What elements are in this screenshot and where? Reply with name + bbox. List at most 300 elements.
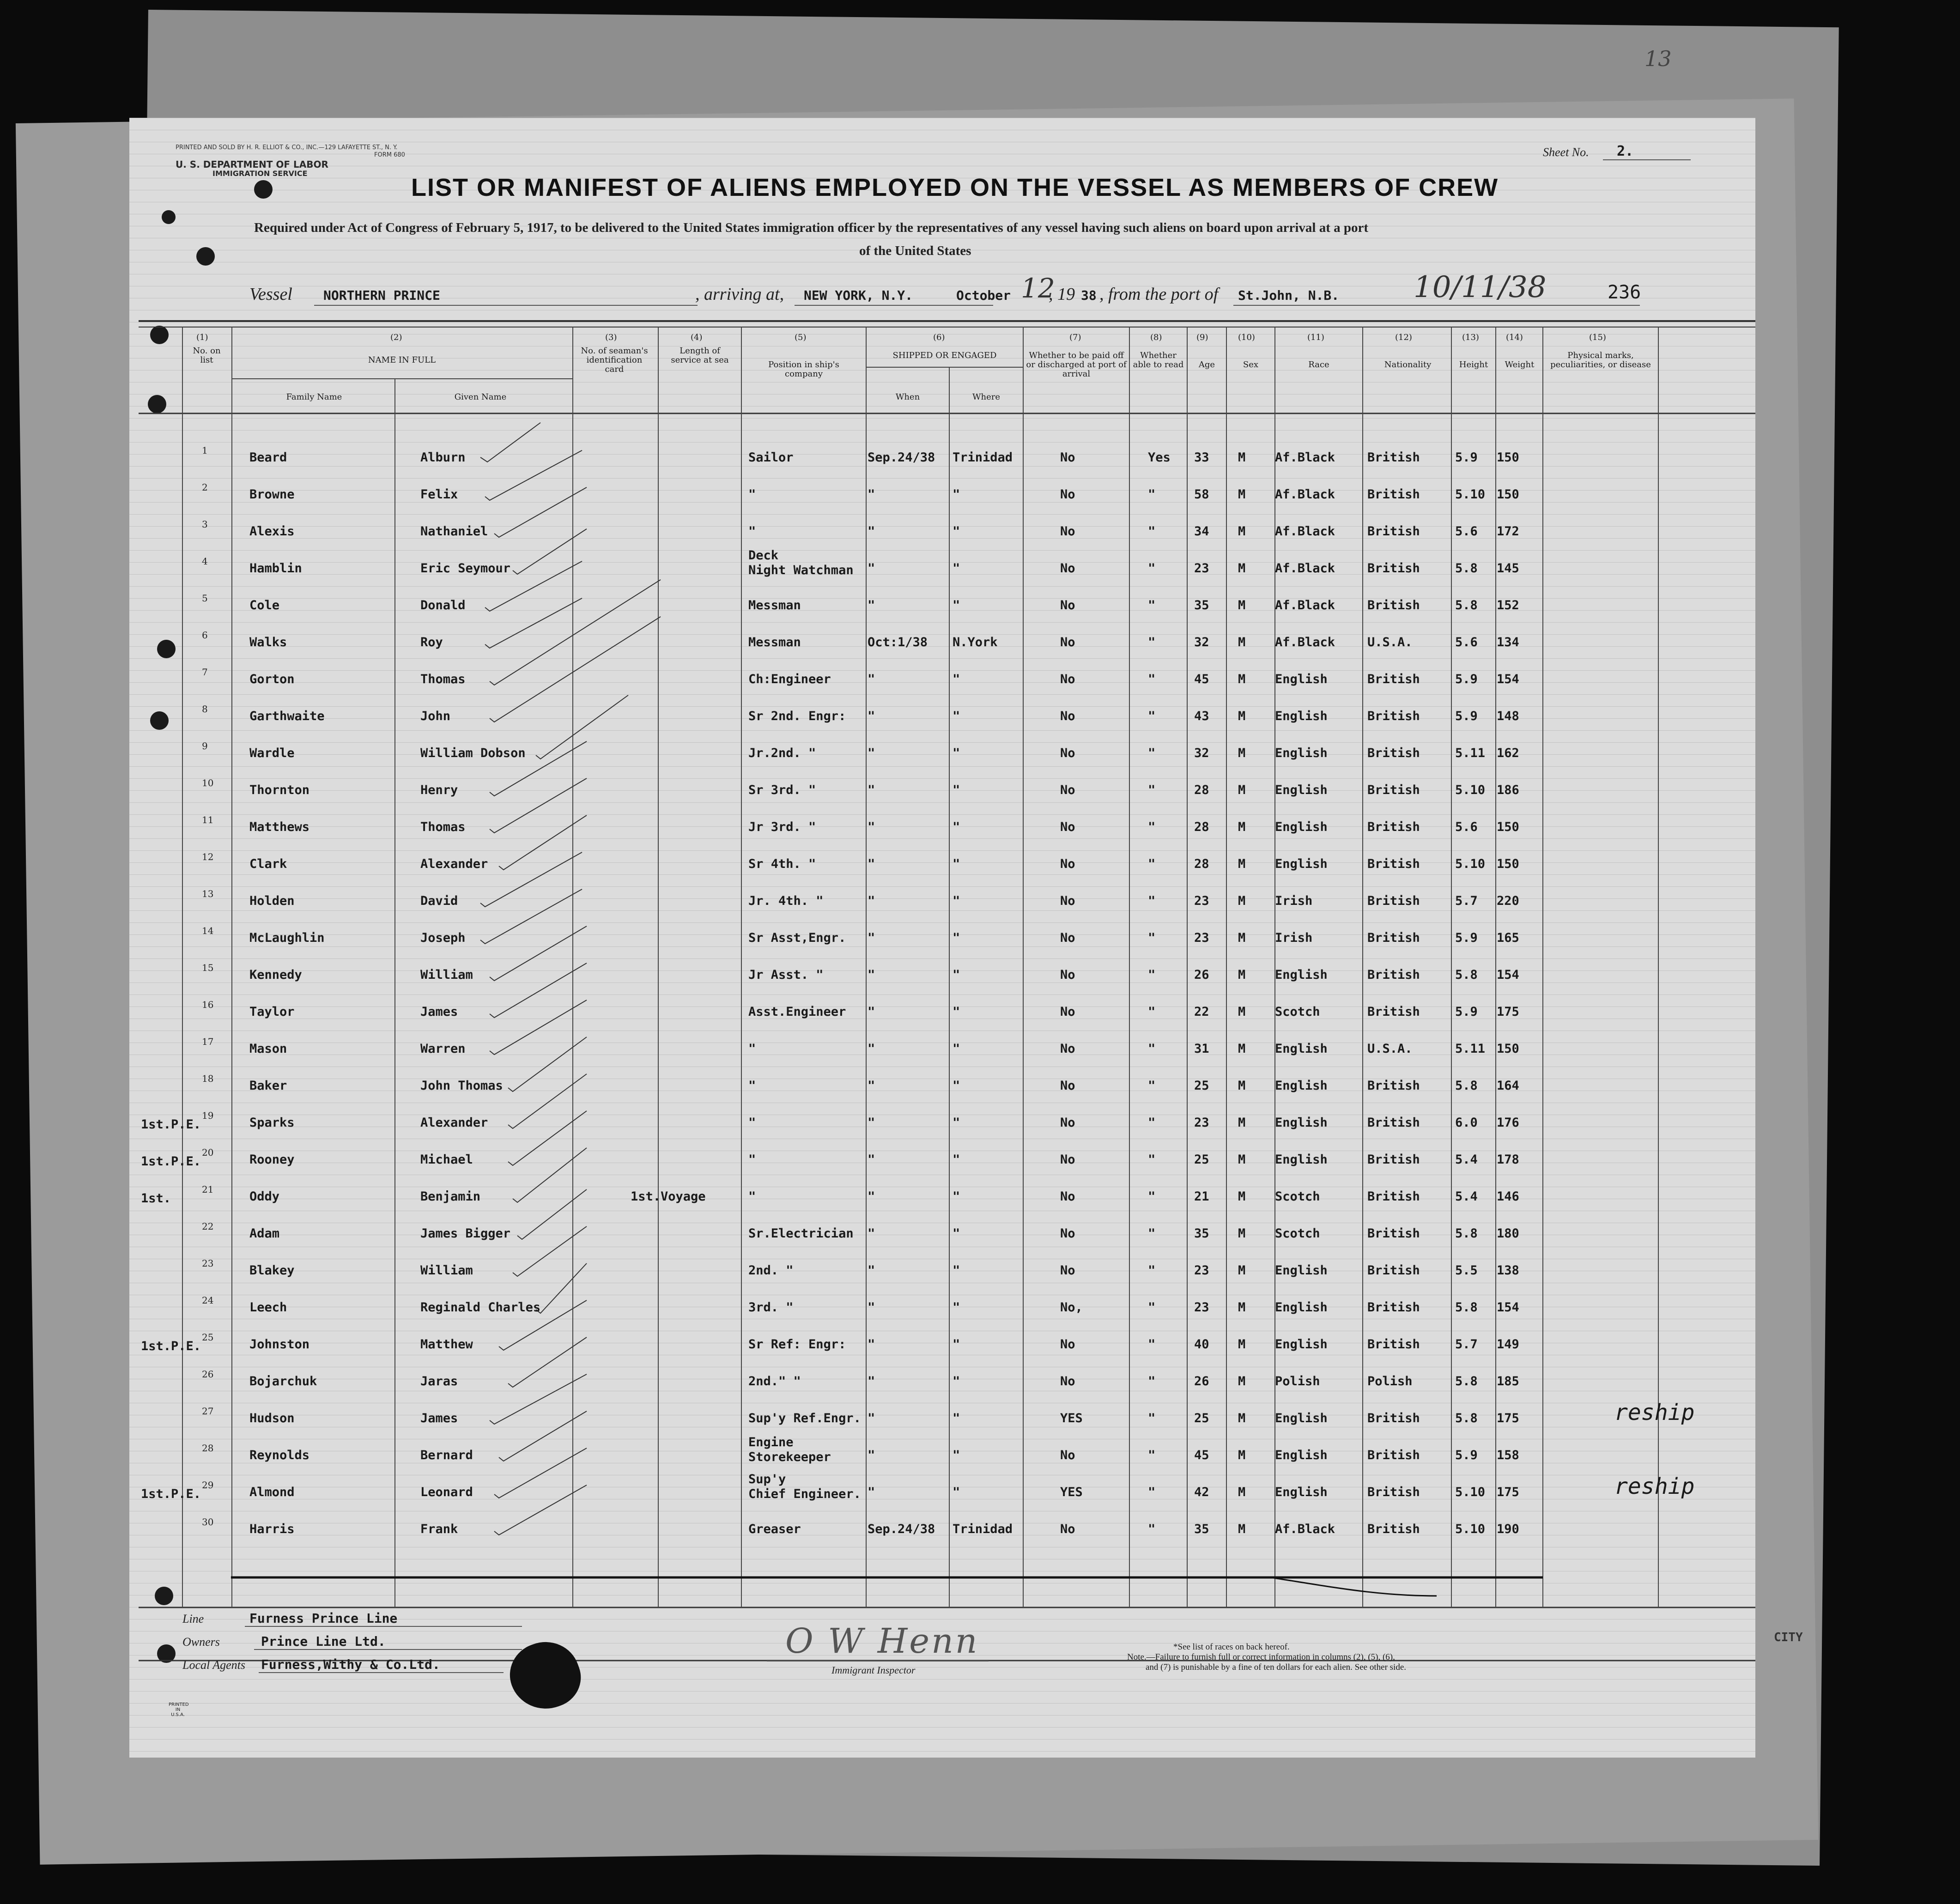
department-line: U. S. DEPARTMENT OF LABOR [176,159,328,170]
shipped-when: " [868,968,875,982]
position: Jr Asst. " [748,968,824,982]
paid-off: No [1060,1522,1075,1536]
weight: 149 [1497,1337,1519,1352]
race: English [1275,1337,1328,1352]
position: 3rd. " [748,1300,794,1315]
subtitle-line-2: of the United States [859,243,971,258]
family-name: Cole [249,598,280,612]
sex: M [1238,931,1246,945]
printed-mark: PRINTED IN U.S.A. [169,1702,189,1717]
position: Ch:Engineer [748,672,831,686]
sex: M [1238,1042,1246,1056]
paid-off: No [1060,1189,1075,1204]
age: 35 [1194,598,1209,612]
col7-header: Whether to be paid off or discharged at port of arrival [1026,351,1127,379]
family-name: Hamblin [249,561,302,576]
family-name: Wardle [249,746,295,760]
position: Jr. 4th. " [748,894,824,908]
row-prefix: 1st.P.E. [141,1339,201,1353]
able-to-read: " [1148,820,1156,834]
shipped-where: " [953,1189,960,1204]
race: English [1275,1079,1328,1093]
from-label: , from the port of [1099,285,1219,304]
height: 5.8 [1455,968,1478,982]
given-name: Benjamin [420,1189,481,1204]
age: 26 [1194,1374,1209,1389]
able-to-read: " [1148,1485,1156,1499]
sex: M [1238,1263,1246,1278]
height: 5.4 [1455,1152,1478,1167]
family-name: Hudson [249,1411,295,1425]
paid-off: No [1060,672,1075,686]
nationality: British [1367,1522,1420,1536]
shipped-where: " [953,1485,960,1499]
shipped-when: " [868,894,875,908]
form-number: FORM 680 [374,152,405,158]
age: 25 [1194,1079,1209,1093]
row-number: 30 [202,1516,214,1528]
nationality: British [1367,1263,1420,1278]
col2-header: NAME IN FULL [368,355,436,365]
race: English [1275,968,1328,982]
shipped-where: " [953,1263,960,1278]
sex: M [1238,1300,1246,1315]
able-to-read: " [1148,487,1156,502]
height: 5.6 [1455,635,1478,649]
sex: M [1238,1448,1246,1462]
paid-off: No [1060,894,1075,908]
row-number: 14 [202,925,214,936]
race: Af.Black [1275,561,1335,576]
paid-off: No [1060,820,1075,834]
paid-off: No [1060,1005,1075,1019]
col2-family-header: Family Name [286,392,342,402]
shipped-when: " [868,1374,875,1389]
race: English [1275,1116,1328,1130]
weight: 154 [1497,1300,1519,1315]
able-to-read: " [1148,1263,1156,1278]
able-to-read: " [1148,931,1156,945]
weight: 186 [1497,783,1519,797]
able-to-read: " [1148,1005,1156,1019]
able-to-read: " [1148,894,1156,908]
penalty-note: Note.—Failure to furnish full or correct information in columns (2), (5), (6), [1127,1652,1395,1662]
inspector-signature: O W Henn [785,1621,979,1661]
row-prefix: 1st.P.E. [141,1154,201,1169]
race: Af.Black [1275,635,1335,649]
able-to-read: " [1148,1226,1156,1241]
height: 5.5 [1455,1263,1478,1278]
date-day: 12 [1021,273,1055,304]
able-to-read: " [1148,672,1156,686]
height: 5.10 [1455,1485,1486,1499]
weight: 165 [1497,931,1519,945]
sex: M [1238,1152,1246,1167]
age: 45 [1194,1448,1209,1462]
position: Sr.Electrician [748,1226,854,1241]
sex: M [1238,450,1246,465]
nationality: British [1367,820,1420,834]
height: 5.11 [1455,1042,1486,1056]
position: Sr Asst,Engr. [748,931,846,945]
given-name: Joseph [420,931,466,945]
shipped-where: " [953,1300,960,1315]
height: 5.10 [1455,487,1486,502]
row-number: 20 [202,1147,214,1158]
sheet-label: Sheet No. [1543,146,1589,159]
physical-marks: reship [1614,1400,1695,1425]
given-name: Nathaniel [420,524,488,539]
position: " [748,1116,756,1130]
sex: M [1238,598,1246,612]
nationality: British [1367,894,1420,908]
shipped-where: " [953,1005,960,1019]
age: 32 [1194,635,1209,649]
shipped-when: " [868,1005,875,1019]
given-name: Frank [420,1522,458,1536]
given-name: Leonard [420,1485,473,1499]
position: " [748,1189,756,1204]
weight: 154 [1497,968,1519,982]
family-name: Reynolds [249,1448,310,1462]
weight: 175 [1497,1005,1519,1019]
able-to-read: " [1148,1116,1156,1130]
height: 5.10 [1455,1522,1486,1536]
race: English [1275,1300,1328,1315]
weight: 162 [1497,746,1519,760]
position: " [748,1152,756,1167]
nationality: British [1367,672,1420,686]
nationality: British [1367,1411,1420,1425]
weight: 150 [1497,487,1519,502]
race: English [1275,1152,1328,1167]
height: 5.8 [1455,1374,1478,1389]
height: 5.9 [1455,672,1478,686]
height: 5.8 [1455,561,1478,576]
able-to-read: " [1148,1042,1156,1056]
arriving-port: NEW YORK, N.Y. [804,288,913,303]
weight: 138 [1497,1263,1519,1278]
physical-marks: reship [1614,1473,1695,1499]
family-name: Leech [249,1300,287,1315]
given-name: John Thomas [420,1079,503,1093]
shipped-where: Trinidad [953,1522,1013,1536]
height: 5.9 [1455,1448,1478,1462]
weight: 178 [1497,1152,1519,1167]
shipped-when: " [868,931,875,945]
race: Af.Black [1275,1522,1335,1536]
nationality: British [1367,709,1420,723]
able-to-read: " [1148,561,1156,576]
family-name: Beard [249,450,287,465]
col8-number: (8) [1150,333,1162,342]
given-name: Alburn [420,450,466,465]
able-to-read: " [1148,746,1156,760]
age: 22 [1194,1005,1209,1019]
row-number: 1 [202,445,208,456]
shipped-where: " [953,820,960,834]
position: " [748,524,756,539]
col2-given-header: Given Name [454,392,507,402]
given-name: Bernard [420,1448,473,1462]
position: Sr 2nd. Engr: [748,709,846,723]
age: 43 [1194,709,1209,723]
age: 21 [1194,1189,1209,1204]
row-number: 15 [202,962,214,973]
line-label: Line [182,1612,204,1625]
agents-label: Local Agents [182,1658,246,1672]
sex: M [1238,1522,1246,1536]
nationality: British [1367,1337,1420,1352]
paid-off: No [1060,709,1075,723]
col15-number: (15) [1589,333,1606,342]
col7-number: (7) [1069,333,1081,342]
col6-when-header: When [895,392,920,402]
family-name: Blakey [249,1263,295,1278]
weight: 185 [1497,1374,1519,1389]
given-name: Thomas [420,672,466,686]
row-number: 23 [202,1258,214,1269]
col10-header: Sex [1243,360,1259,370]
height: 5.9 [1455,1005,1478,1019]
able-to-read: " [1148,783,1156,797]
given-name: Thomas [420,820,466,834]
race: Af.Black [1275,487,1335,502]
shipped-when: " [868,1116,875,1130]
family-name: Walks [249,635,287,649]
weight: 148 [1497,709,1519,723]
weight: 150 [1497,450,1519,465]
able-to-read: " [1148,1189,1156,1204]
given-name: Eric Seymour [420,561,511,576]
height: 6.0 [1455,1116,1478,1130]
height: 5.9 [1455,931,1478,945]
family-name: Taylor [249,1005,295,1019]
row-number: 26 [202,1369,214,1380]
city-fragment: CITY [1774,1631,1803,1644]
race: English [1275,1042,1328,1056]
height: 5.4 [1455,1189,1478,1204]
nationality: British [1367,1485,1420,1499]
date-month: October [956,288,1011,303]
corner-mark: 13 [1644,46,1672,71]
family-name: Rooney [249,1152,295,1167]
nationality: British [1367,524,1420,539]
col6-header: SHIPPED OR ENGAGED [892,351,997,360]
paid-off: No [1060,783,1075,797]
nationality: British [1367,561,1420,576]
position: Sailor [748,450,794,465]
position: Jr 3rd. " [748,820,816,834]
owners-label: Owners [182,1635,220,1649]
paid-off: No, [1060,1300,1083,1315]
family-name: Kennedy [249,968,302,982]
able-to-read: " [1148,524,1156,539]
height: 5.9 [1455,709,1478,723]
family-name: Matthews [249,820,310,834]
sex: M [1238,561,1246,576]
shipped-when: Oct:1/38 [868,635,928,649]
col9-header: Age [1198,360,1215,370]
family-name: Garthwaite [249,709,325,723]
shipped-when: " [868,561,875,576]
shipped-where: " [953,487,960,502]
service-length: 1st.Voyage [631,1189,706,1204]
col10-number: (10) [1238,333,1255,342]
age: 23 [1194,561,1209,576]
shipped-where: " [953,1337,960,1352]
shipped-where: " [953,1042,960,1056]
sex: M [1238,709,1246,723]
weight: 134 [1497,635,1519,649]
given-name: Alexander [420,857,488,871]
shipped-when: " [868,672,875,686]
col14-number: (14) [1506,333,1523,342]
shipped-where: " [953,1448,960,1462]
position: Asst.Engineer [748,1005,846,1019]
shipped-where: " [953,598,960,612]
col2-number: (2) [390,333,402,342]
date-year-prefix: , 19 [1049,285,1075,304]
nationality: British [1367,598,1420,612]
family-name: Thornton [249,783,310,797]
col3-number: (3) [605,333,617,342]
nationality: British [1367,1226,1420,1241]
nationality: British [1367,857,1420,871]
shipped-when: " [868,1485,875,1499]
position: Messman [748,635,801,649]
position: Engine Storekeeper [748,1435,831,1464]
age: 33 [1194,450,1209,465]
age: 35 [1194,1522,1209,1536]
col14-header: Weight [1505,360,1535,370]
sex: M [1238,524,1246,539]
given-name: Jaras [420,1374,458,1389]
race: English [1275,783,1328,797]
race: English [1275,709,1328,723]
weight: 145 [1497,561,1519,576]
shipped-when: " [868,524,875,539]
from-date: 10/11/38 [1414,270,1547,304]
able-to-read: " [1148,968,1156,982]
race: English [1275,1263,1328,1278]
owners-value: Prince Line Ltd. [261,1634,386,1649]
col6-number: (6) [933,333,945,342]
shipped-when: " [868,1189,875,1204]
shipped-where: " [953,561,960,576]
sex: M [1238,672,1246,686]
row-number: 9 [202,740,208,752]
family-name: Holden [249,894,295,908]
paid-off: No [1060,598,1075,612]
age: 25 [1194,1411,1209,1425]
age: 28 [1194,783,1209,797]
shipped-when: " [868,783,875,797]
shipped-when: Sep.24/38 [868,450,935,465]
weight: 152 [1497,598,1519,612]
position: Jr.2nd. " [748,746,816,760]
able-to-read: " [1148,1300,1156,1315]
given-name: David [420,894,458,908]
shipped-when: " [868,1337,875,1352]
given-name: Roy [420,635,443,649]
shipped-where: " [953,857,960,871]
sex: M [1238,1411,1246,1425]
sex: M [1238,894,1246,908]
given-name: Henry [420,783,458,797]
weight: 146 [1497,1189,1519,1204]
height: 5.8 [1455,1079,1478,1093]
row-number: 17 [202,1036,214,1047]
position: Sup'y Ref.Engr. [748,1411,861,1425]
family-name: Adam [249,1226,280,1241]
inspector-label: Immigrant Inspector [831,1664,916,1676]
col1-number: (1) [196,333,208,342]
row-number: 7 [202,667,208,678]
sex: M [1238,783,1246,797]
nationality: British [1367,931,1420,945]
nationality: U.S.A. [1367,635,1413,649]
race: Irish [1275,894,1313,908]
subtitle-line: Required under Act of Congress of February 5, 1917, to be delivered to the United States immigration officer by the representatives of any vessel having such aliens on board upon arrival at a port [254,220,1369,235]
race: Af.Black [1275,450,1335,465]
age: 23 [1194,1300,1209,1315]
able-to-read: Yes [1148,450,1171,465]
height: 5.8 [1455,1300,1478,1315]
shipped-where: " [953,783,960,797]
weight: 158 [1497,1448,1519,1462]
weight: 180 [1497,1226,1519,1241]
paid-off: No [1060,487,1075,502]
nationality: British [1367,1079,1420,1093]
shipped-when: Sep.24/38 [868,1522,935,1536]
race: English [1275,857,1328,871]
paid-off: No [1060,746,1075,760]
arriving-label: , arriving at, [695,285,784,304]
weight: 190 [1497,1522,1519,1536]
paid-off: No [1060,931,1075,945]
given-name: William [420,1263,473,1278]
position: Sup'y Chief Engineer. [748,1472,861,1501]
given-name: William [420,968,473,982]
row-number: 11 [202,814,214,825]
nationality: British [1367,1300,1420,1315]
paid-off: No [1060,561,1075,576]
age: 34 [1194,524,1209,539]
row-prefix: 1st.P.E. [141,1117,201,1132]
col5-header: Position in ship's company [768,360,839,379]
position: Deck Night Watchman [748,548,854,577]
race: English [1275,1485,1328,1499]
col4-number: (4) [691,333,703,342]
weight: 220 [1497,894,1519,908]
race: Scotch [1275,1226,1320,1241]
sex: M [1238,1374,1246,1389]
col13-number: (13) [1462,333,1479,342]
able-to-read: " [1148,1448,1156,1462]
position: " [748,1042,756,1056]
position: 2nd." " [748,1374,801,1389]
shipped-where: " [953,672,960,686]
family-name: Oddy [249,1189,280,1204]
family-name: Bojarchuk [249,1374,317,1389]
paid-off: No [1060,1042,1075,1056]
shipped-when: " [868,1226,875,1241]
weight: 154 [1497,672,1519,686]
shipped-where: " [953,1226,960,1241]
col9-number: (9) [1196,333,1208,342]
col11-number: (11) [1307,333,1324,342]
